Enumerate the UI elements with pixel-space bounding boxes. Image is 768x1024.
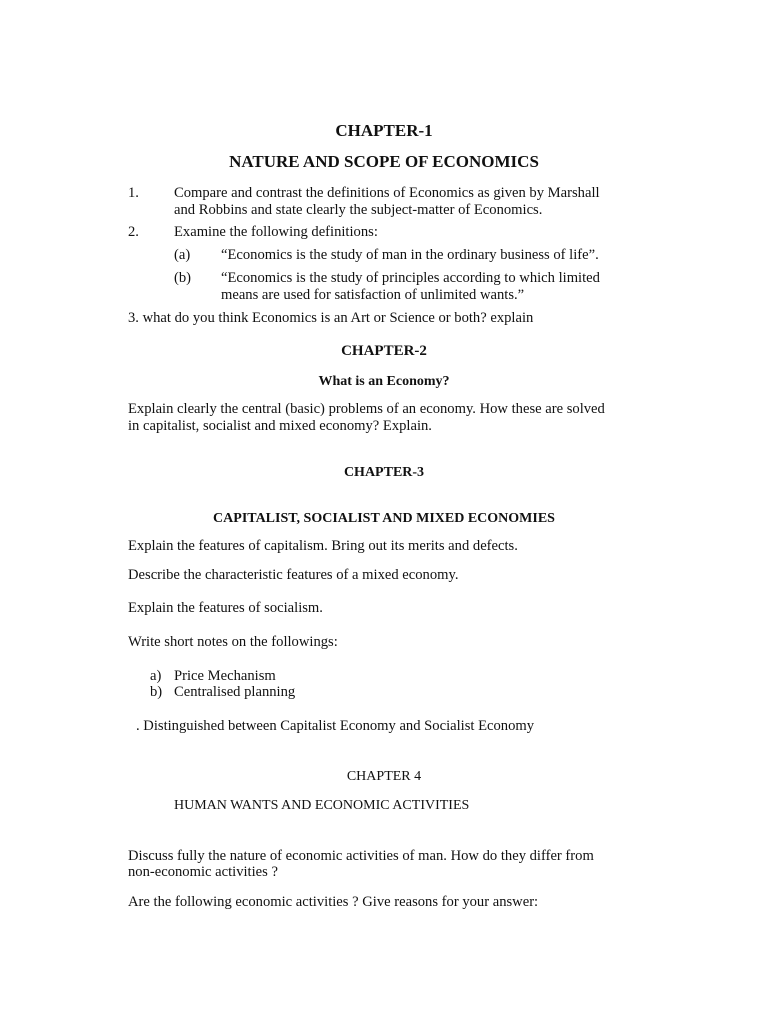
question-text: Examine the following definitions: [174,224,378,240]
list-item-label: a) [150,668,162,684]
question-number: 1. [128,185,139,201]
chapter3-title: CAPITALIST, SOCIALIST AND MIXED ECONOMIES [213,511,555,526]
question-text: Explain the features of capitalism. Bring out its merits and defects. [128,538,518,554]
question-number: 2. [128,224,139,240]
question-text: Are the following economic activities ? Give reasons for your answer: [128,894,539,910]
question-text: 3. what do you think Economics is an Art or Science or both? explain [128,310,534,326]
question-text-line: in capitalist, socialist and mixed economy? Explain. [128,418,432,434]
question-text-line: and Robbins and state clearly the subject-matter of Economics. [174,202,543,218]
question-text: Write short notes on the followings: [128,634,338,650]
chapter3-heading: CHAPTER-3 [343,465,425,480]
sub-question-label: (b) [174,270,192,286]
sub-question-text: “Economics is the study of man in the ordinary business of life”. [221,247,599,263]
question-text-line: Discuss fully the nature of economic activities of man. How do they differ from [128,848,594,864]
list-item-text: Centralised planning [174,684,296,700]
chapter1-title: NATURE AND SCOPE OF ECONOMICS [229,152,539,171]
sub-question-label: (a) [174,247,191,263]
question-text: Explain the features of socialism. [128,600,323,616]
chapter4-heading: CHAPTER 4 [346,769,422,784]
chapter4-title: HUMAN WANTS AND ECONOMIC ACTIVITIES [174,798,470,813]
chapter2-heading: CHAPTER-2 [341,343,427,359]
question-text: Describe the characteristic features of a mixed economy. [128,567,459,583]
question-text-line: Explain clearly the central (basic) problems of an economy. How these are solved [128,401,605,417]
chapter2-title: What is an Economy? [318,374,450,389]
question-text-line: non-economic activities ? [128,864,278,880]
list-item-label: b) [150,684,163,700]
sub-question-text-line: means are used for satisfaction of unlimited wants.” [221,287,525,303]
question-text-line: Compare and contrast the definitions of Economics as given by Marshall [174,185,600,201]
sub-question-text-line: “Economics is the study of principles according to which limited [221,270,600,286]
list-item-text: Price Mechanism [174,668,276,684]
chapter1-heading: CHAPTER-1 [335,121,433,140]
question-text: . Distinguished between Capitalist Economy and Socialist Economy [136,718,535,734]
